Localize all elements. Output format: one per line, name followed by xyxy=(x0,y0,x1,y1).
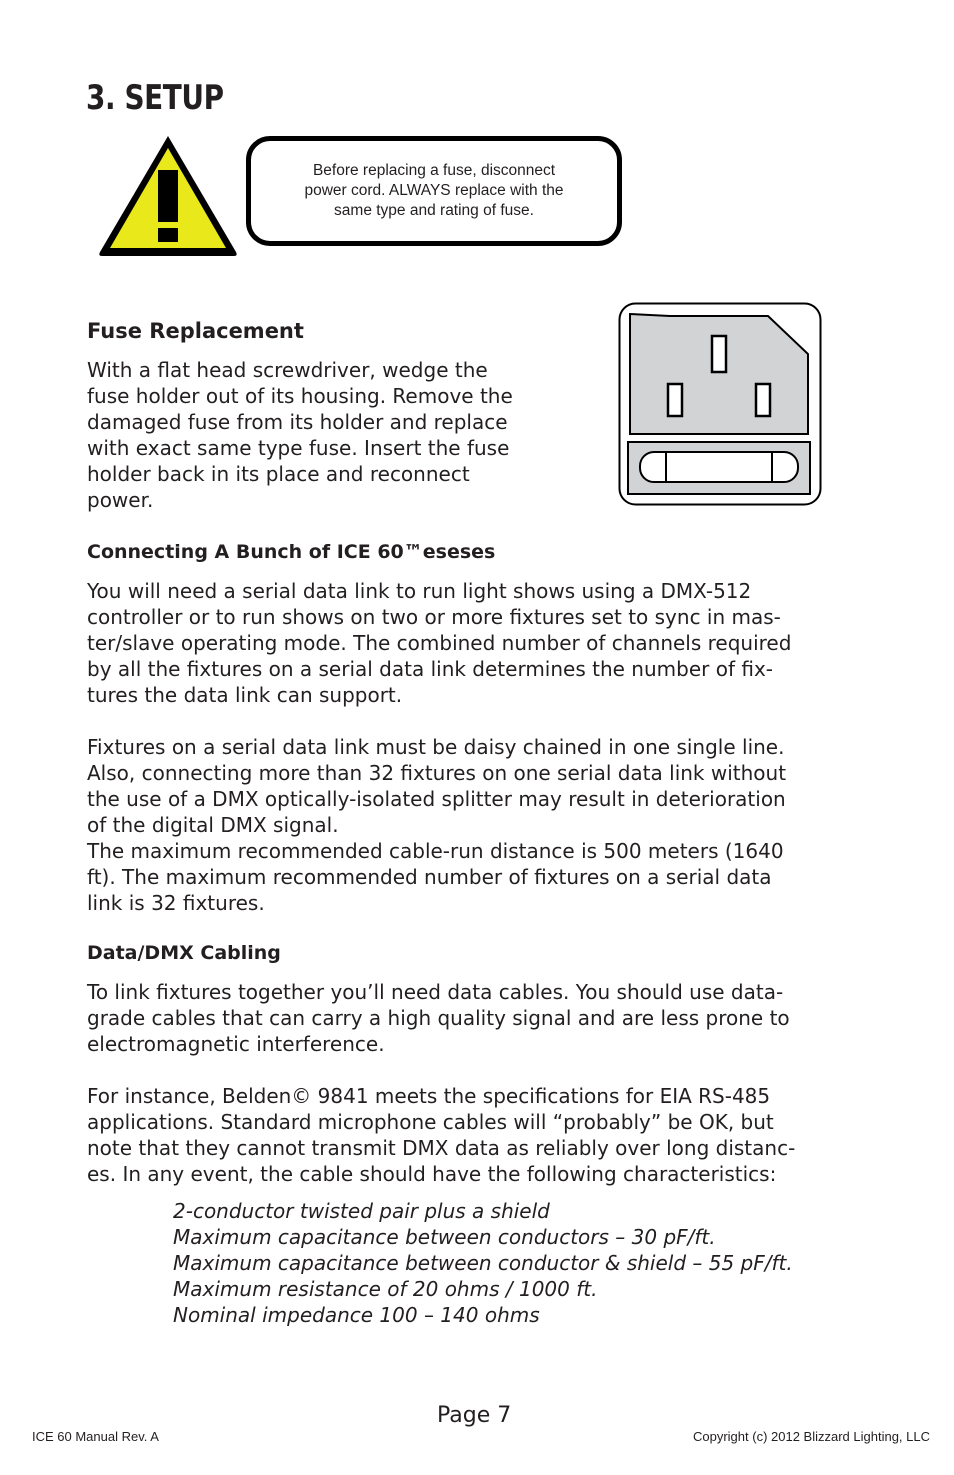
cable-specs-list xyxy=(173,1198,793,1328)
warning-text: Before replacing a fuse, disconnect power cord. ALWAYS replace with the same type and rating of fuse. xyxy=(304,162,564,219)
connecting-paragraph-1: You will need a serial data link to run light shows using a DMX-512 controller or to run shows on two or more fixtures set to sync in mas- ter/slave operating mode. The combined number of channels required by all the fixtures on a serial data link determines the number of fix- tures the data link can support. xyxy=(87,579,792,707)
footer-manual-rev: ICE 60 Manual Rev. A xyxy=(32,1429,159,1444)
list-item: Maximum resistance of 20 ohms / 1000 ft. xyxy=(173,1277,598,1301)
list-item: Maximum capacitance between conductor & shield – 55 pF/ft. xyxy=(173,1251,793,1275)
list-item: Maximum capacitance between conductors – 30 pF/ft. xyxy=(173,1225,716,1249)
connecting-heading: Connecting A Bunch of ICE 60™eseses xyxy=(87,541,496,563)
list-item: Nominal impedance 100 – 140 ohms xyxy=(173,1303,540,1327)
warning-triangle-icon xyxy=(96,132,240,258)
list-item: 2-conductor twisted pair plus a shield xyxy=(173,1199,550,1223)
fuse-replacement-heading: Fuse Replacement xyxy=(87,319,304,343)
section-title: 3. SETUP xyxy=(86,78,224,118)
footer-copyright: Copyright (c) 2012 Blizzard Lighting, LLC xyxy=(692,1429,930,1444)
cabling-paragraph-2: For instance, Belden© 9841 meets the specifications for EIA RS-485 applications. Standard microphone cables will “probably” be OK, but note that they cannot transmit DMX data as reliably over long distanc- es. In any event, the cable should have the following characteristics: xyxy=(87,1084,796,1186)
cabling-heading: Data/DMX Cabling xyxy=(87,942,281,964)
warning-callout xyxy=(246,136,622,246)
fuse-replacement-text: With a flat head screwdriver, wedge the fuse holder out of its housing. Remove the damaged fuse from its holder and replace with exact same type fuse. Insert the fuse holder back in its place and reconnect power. xyxy=(87,358,513,512)
connecting-paragraph-2: Fixtures on a serial data link must be daisy chained in one single line. Also, connecting more than 32 fixtures on one serial data link without the use of a DMX optically-isolated splitter may result in deterioration of the digital DMX signal. The maximum recommended cable-run distance is 500 meters (1640 ft). The maximum recommended number of fixtures on a serial data link is 32 fixtures. xyxy=(87,735,787,915)
cabling-paragraph-1: To link fixtures together you’ll need data cables. You should use data- grade cables that can carry a high quality signal and are less prone to electromagnetic interference. xyxy=(87,980,790,1056)
page-number: Page 7 xyxy=(437,1403,512,1428)
power-inlet-fuse-icon xyxy=(618,302,822,506)
